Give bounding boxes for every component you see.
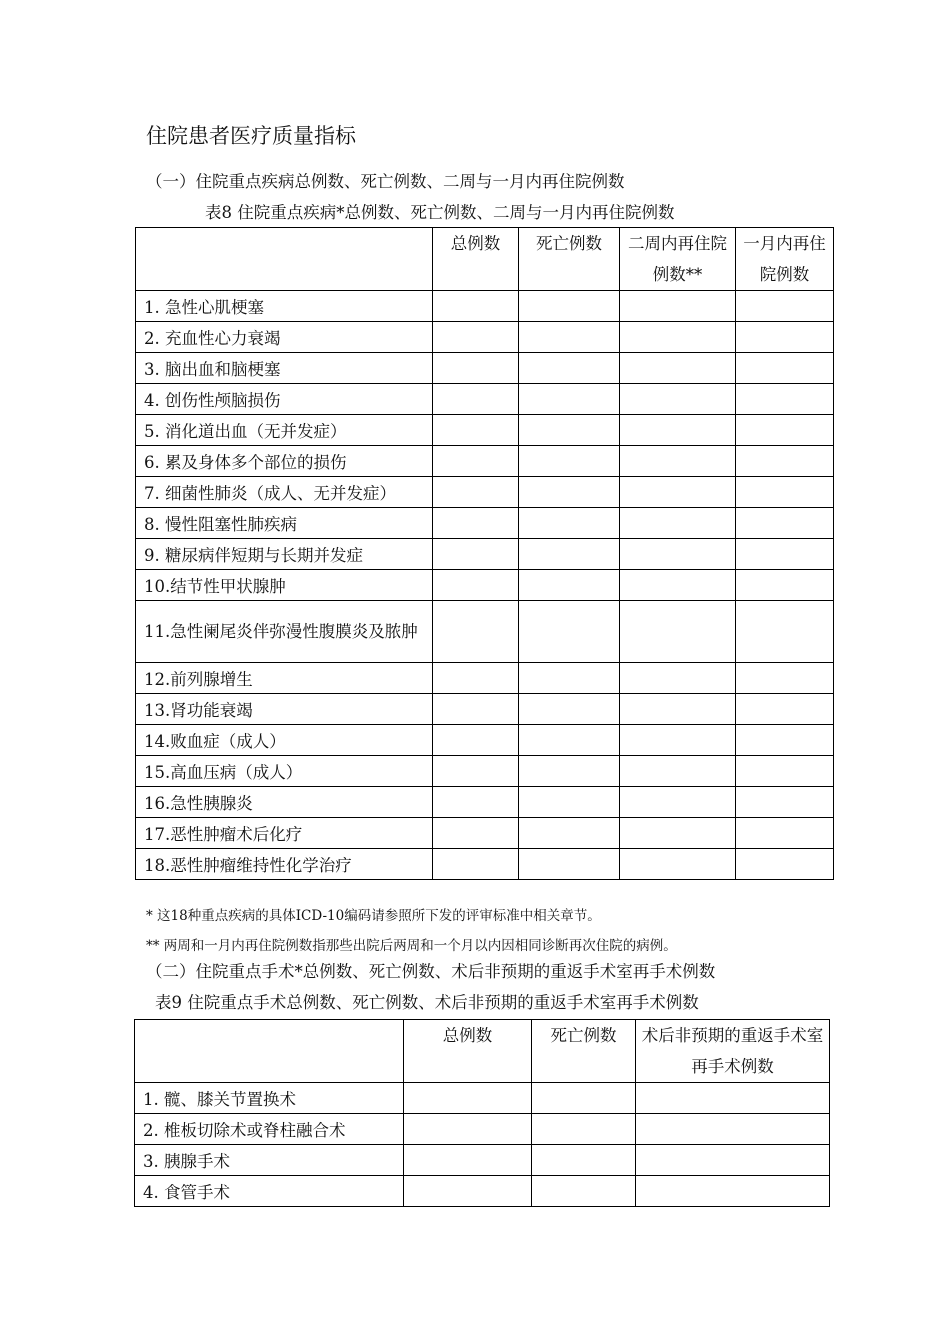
row-label: 3. 脑出血和脑梗塞 — [136, 353, 433, 384]
table-row — [136, 601, 834, 663]
table8-note-2: ** 两周和一月内再住院例数指那些出院后两周和一个月以内因相同诊断再次住院的病例。 — [146, 938, 677, 954]
row-label: 2. 椎板切除术或脊柱融合术 — [135, 1114, 404, 1145]
table8-header-row — [136, 228, 834, 291]
table8-header-deaths: 死亡例数 — [519, 228, 620, 291]
section1-heading: （一）住院重点疾病总例数、死亡例数、二周与一月内再住院例数 — [146, 172, 625, 191]
table-row — [135, 1083, 830, 1114]
table8 — [135, 227, 834, 880]
table8-note-1: * 这18种重点疾病的具体ICD-10编码请参照所下发的评审标准中相关章节。 — [146, 908, 601, 924]
table-row — [136, 384, 834, 415]
table-row — [136, 291, 834, 322]
table-row — [136, 477, 834, 508]
table9-header-deaths: 死亡例数 — [532, 1020, 636, 1083]
table9-header-reoperation: 术后非预期的重返手术室再手术例数 — [636, 1020, 830, 1083]
table-row — [136, 415, 834, 446]
row-label: 7. 细菌性肺炎（成人、无并发症） — [136, 477, 433, 508]
row-label: 2. 充血性心力衰竭 — [136, 322, 433, 353]
row-label: 13.肾功能衰竭 — [136, 694, 433, 725]
section2-heading: （二）住院重点手术*总例数、死亡例数、术后非预期的重返手术室再手术例数 — [146, 962, 716, 981]
table-row — [136, 756, 834, 787]
row-label: 9. 糖尿病伴短期与长期并发症 — [136, 539, 433, 570]
row-label: 16.急性胰腺炎 — [136, 787, 433, 818]
table9-caption: 表9 住院重点手术总例数、死亡例数、术后非预期的重返手术室再手术例数 — [155, 993, 699, 1012]
row-label: 1. 髋、膝关节置换术 — [135, 1083, 404, 1114]
table-row — [136, 787, 834, 818]
table-row — [135, 1176, 830, 1207]
row-label: 18.恶性肿瘤维持性化学治疗 — [136, 849, 433, 880]
table-row — [136, 322, 834, 353]
row-label: 4. 食管手术 — [135, 1176, 404, 1207]
table-row — [136, 663, 834, 694]
table-row — [136, 508, 834, 539]
row-label: 15.高血压病（成人） — [136, 756, 433, 787]
row-label: 14.败血症（成人） — [136, 725, 433, 756]
row-label: 4. 创伤性颅脑损伤 — [136, 384, 433, 415]
row-label: 10.结节性甲状腺肿 — [136, 570, 433, 601]
table-row — [135, 1114, 830, 1145]
row-label: 12.前列腺增生 — [136, 663, 433, 694]
row-label: 1. 急性心肌梗塞 — [136, 291, 433, 322]
table8-header-readmit-1m: 一月内再住院例数 — [736, 228, 834, 291]
row-label: 5. 消化道出血（无并发症） — [136, 415, 433, 446]
table-row — [135, 1145, 830, 1176]
row-label: 6. 累及身体多个部位的损伤 — [136, 446, 433, 477]
table8-caption: 表8 住院重点疾病*总例数、死亡例数、二周与一月内再住院例数 — [205, 203, 675, 222]
table9 — [134, 1019, 830, 1207]
table-row — [136, 539, 834, 570]
table-row — [136, 849, 834, 880]
table8-header-total: 总例数 — [433, 228, 519, 291]
row-label: 8. 慢性阻塞性肺疾病 — [136, 508, 433, 539]
table-row — [136, 353, 834, 384]
table8-header-readmit-2w: 二周内再住院例数** — [620, 228, 736, 291]
table-row — [136, 694, 834, 725]
table9-header-total: 总例数 — [404, 1020, 532, 1083]
table-row — [136, 725, 834, 756]
row-label: 3. 胰腺手术 — [135, 1145, 404, 1176]
table9-header-row — [135, 1020, 830, 1083]
table-row — [136, 570, 834, 601]
row-label: 11.急性阑尾炎伴弥漫性腹膜炎及脓肿 — [144, 622, 418, 641]
table-row — [136, 446, 834, 477]
table8-header-item — [136, 228, 433, 291]
table9-header-item — [135, 1020, 404, 1083]
page-title: 住院患者医疗质量指标 — [146, 124, 356, 148]
row-label: 17.恶性肿瘤术后化疗 — [136, 818, 433, 849]
table-row — [136, 818, 834, 849]
